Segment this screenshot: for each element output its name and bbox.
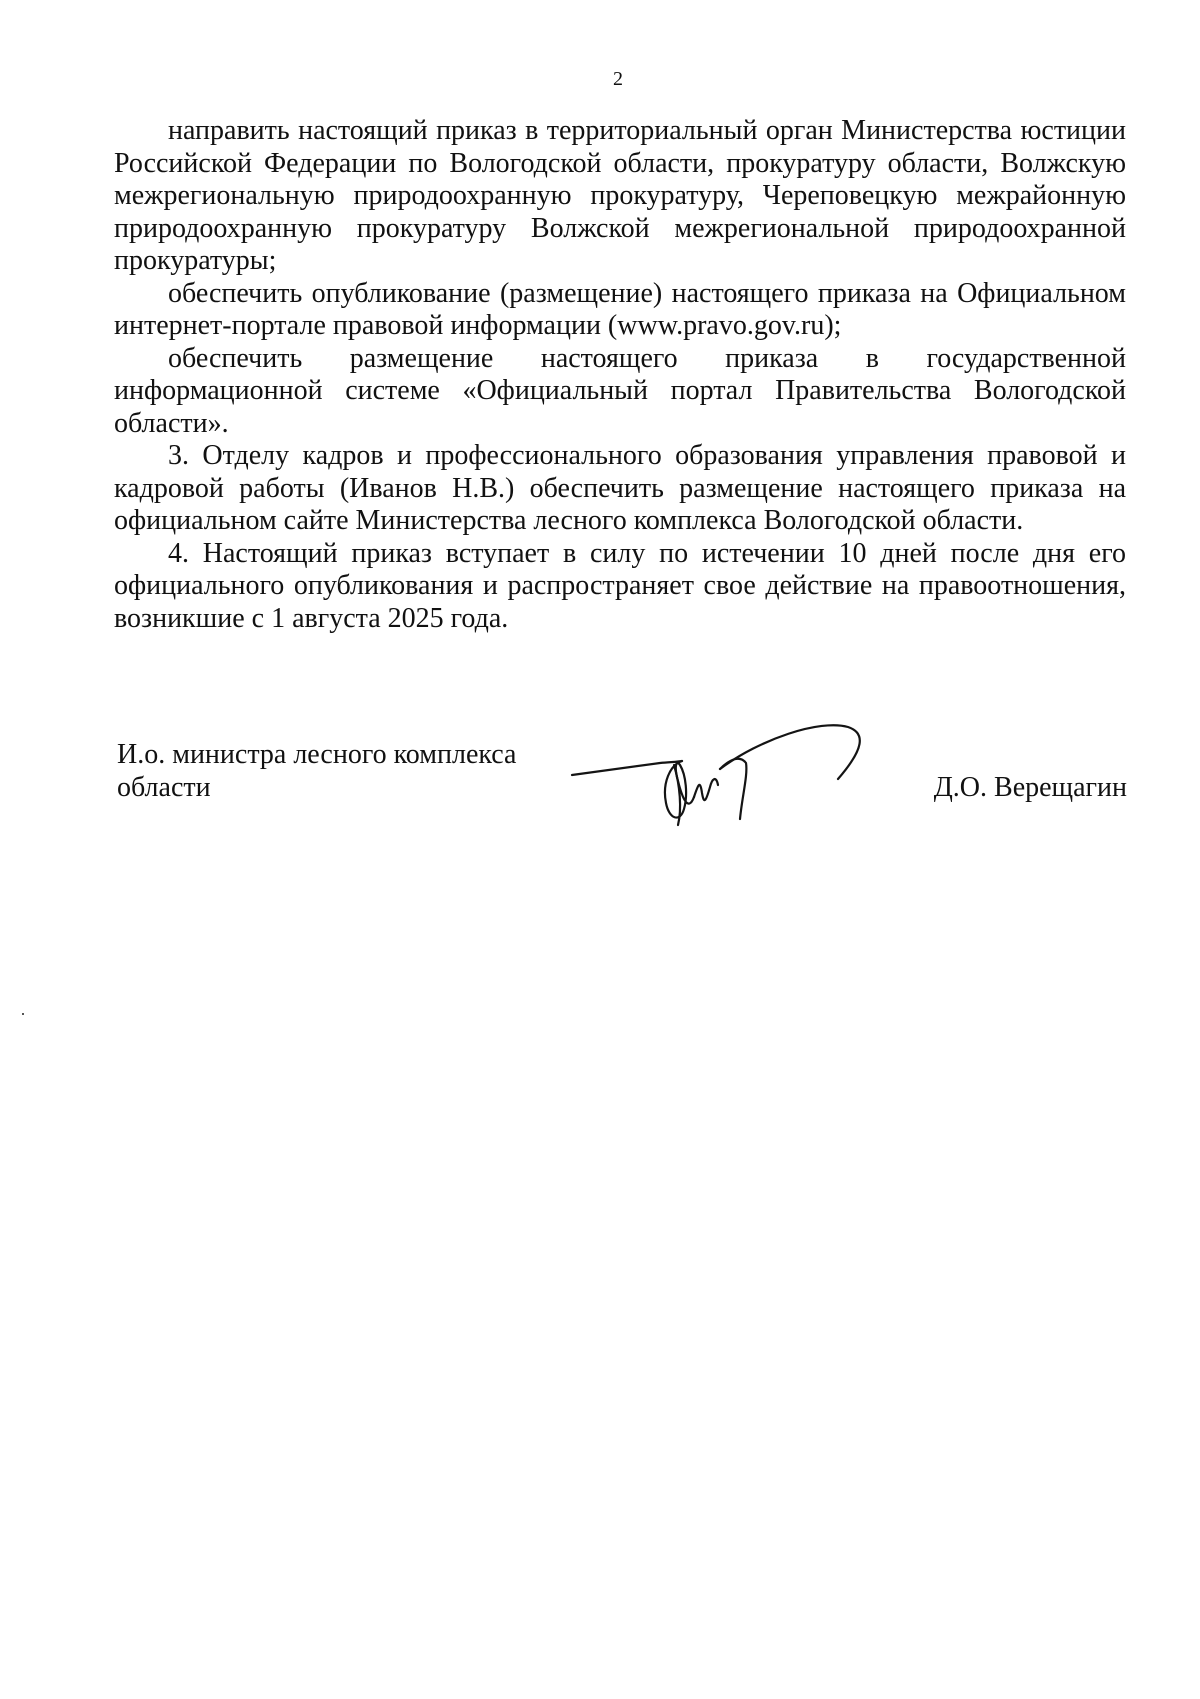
paragraph-publish-portal: обеспечить опубликование (размещение) настоящего приказа на Официальном интернет-портале правовой информации (www.pravo.gov.ru); xyxy=(114,277,1126,341)
paragraph-item-4: 4. Настоящий приказ вступает в силу по истечении 10 дней после дня его официального опубликования и распространяет свое действие на правоотношения, возникшие с 1 августа 2025 года. xyxy=(114,537,1126,634)
document-body xyxy=(114,115,1126,635)
signatory-position-line2: области xyxy=(117,772,211,803)
signatory-name: Д.О. Верещагин xyxy=(933,772,1127,803)
scan-speck xyxy=(22,1013,24,1015)
signatory-position-line1: И.о. министра лесного комплекса xyxy=(117,739,517,770)
paragraph-item-3: 3. Отделу кадров и профессионального образования управления правовой и кадровой работы (Иванов Н.В.) обеспечить размещение настоящего приказа на официальном сайте Министерства лесного комплекса Вологодской области. xyxy=(114,440,1126,536)
page-number: 2 xyxy=(613,68,623,90)
handwritten-signature xyxy=(570,705,880,830)
signatory-position xyxy=(117,738,577,804)
paragraph-send-order: направить настоящий приказ в территориальный орган Министерства юстиции Российской Федерации по Вологодской области, прокуратуру области, Волжскую межрегиональную природоохранную прокуратуру, Череповецкую межрайонную природоохранную прокуратуру Волжской межрегиональной природоохранной прокуратуры; xyxy=(114,115,1126,276)
paragraph-publish-gov-portal: обеспечить размещение настоящего приказа в государственной информационной системе «Официальный портал Правительства Вологодской области». xyxy=(114,342,1126,439)
